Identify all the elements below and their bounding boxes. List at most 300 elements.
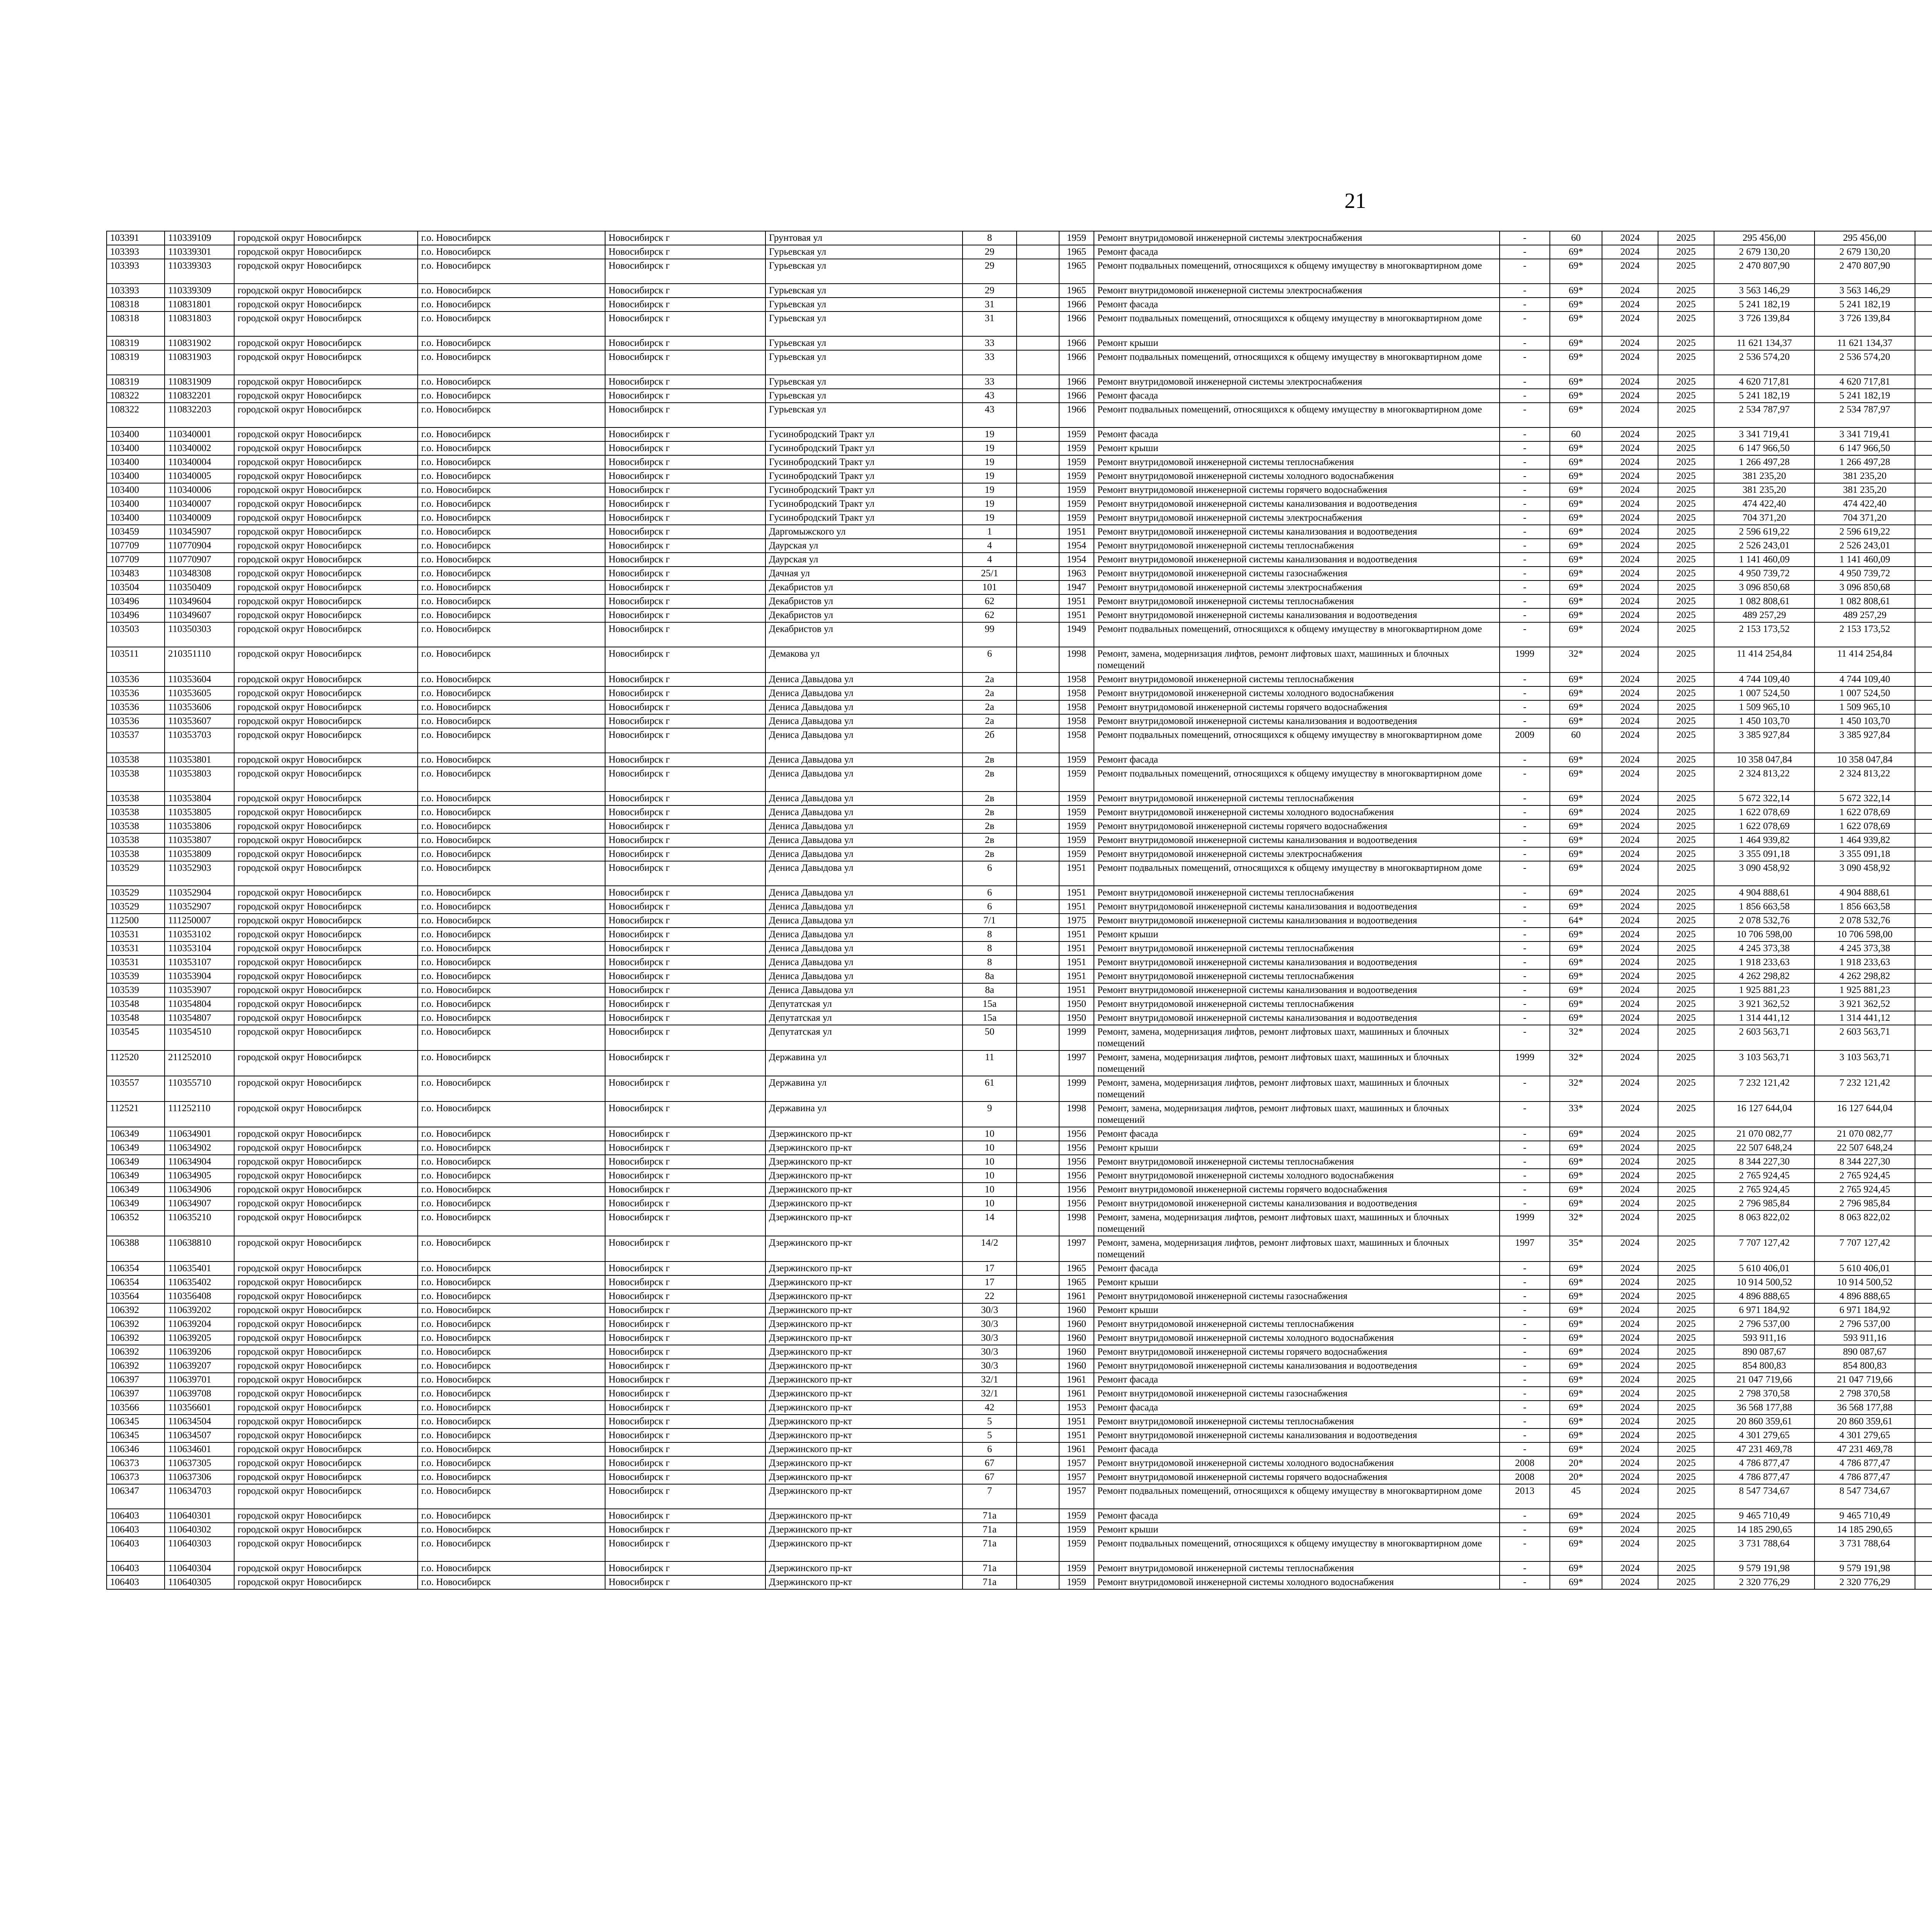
cell-federal-funds [1915,914,1932,928]
table-row [107,997,1932,1011]
cell-work-type: Ремонт крыши [1094,1141,1500,1155]
cell-plan-start: 2024 [1602,259,1658,284]
cell-wear-percent: 69* [1550,714,1602,728]
table-row [107,805,1932,819]
cell-municipality: городской округ Новосибирск [234,427,418,441]
cell-settlement: г.о. Новосибирск [418,1275,605,1289]
cell-house-id: 106392 [107,1345,165,1359]
cell-street: Гурьевская ул [765,403,963,427]
cell-house-id: 103400 [107,455,165,469]
cell-house-number: 4 [963,553,1017,567]
cell-total-cost: 854 800,83 [1714,1359,1815,1373]
cell-wear-percent: 69* [1550,403,1602,427]
cell-total-cost: 14 185 290,65 [1714,1523,1815,1537]
cell-federal-funds [1915,403,1932,427]
cell-city: Новосибирск г [605,608,765,622]
cell-city: Новосибирск г [605,997,765,1011]
cell-building [1017,608,1059,622]
cell-wear-percent: 69* [1550,298,1602,312]
cell-fund-cost: 4 896 888,65 [1815,1289,1915,1303]
cell-house-id: 103459 [107,525,165,539]
cell-city: Новосибирск г [605,1183,765,1197]
cell-building [1017,928,1059,941]
cell-wear-percent: 69* [1550,539,1602,553]
cell-fund-cost: 9 465 710,49 [1815,1509,1915,1523]
cell-house-number: 10 [963,1127,1017,1141]
cell-work-id: 110339309 [165,284,234,298]
cell-plan-end: 2025 [1658,753,1714,767]
cell-house-id: 108322 [107,389,165,403]
cell-fund-cost: 5 672 322,14 [1815,792,1915,805]
cell-wear-percent: 69* [1550,1317,1602,1331]
cell-street: Дениса Давыдова ул [765,955,963,969]
cell-last-repair-year: - [1500,259,1550,284]
cell-house-id: 106397 [107,1373,165,1387]
cell-house-id: 103529 [107,861,165,886]
cell-wear-percent: 69* [1550,700,1602,714]
cell-street: Гурьевская ул [765,336,963,350]
cell-building [1017,469,1059,483]
cell-city: Новосибирск г [605,298,765,312]
cell-plan-start: 2024 [1602,284,1658,298]
cell-work-id: 110356601 [165,1401,234,1415]
cell-work-type: Ремонт, замена, модернизация лифтов, ремонт лифтовых шахт, машинных и блочных помещений [1094,1025,1500,1050]
table-row [107,1102,1932,1127]
cell-municipality: городской округ Новосибирск [234,539,418,553]
cell-work-type: Ремонт фасада [1094,1373,1500,1387]
cell-work-id: 110770907 [165,553,234,567]
cell-federal-funds [1915,581,1932,594]
cell-street: Дзержинского пр-кт [765,1127,963,1141]
cell-federal-funds [1915,792,1932,805]
cell-settlement: г.о. Новосибирск [418,1011,605,1025]
cell-last-repair-year: - [1500,969,1550,983]
cell-plan-start: 2024 [1602,805,1658,819]
cell-municipality: городской округ Новосибирск [234,1050,418,1076]
cell-building [1017,525,1059,539]
cell-house-number: 33 [963,375,1017,389]
cell-work-type: Ремонт, замена, модернизация лифтов, ремонт лифтовых шахт, машинных и блочных помещений [1094,1076,1500,1102]
cell-total-cost: 3 731 788,64 [1714,1537,1815,1561]
cell-federal-funds [1915,567,1932,581]
cell-house-id: 103496 [107,594,165,608]
cell-fund-cost: 5 241 182,19 [1815,389,1915,403]
cell-city: Новосибирск г [605,1456,765,1470]
table-row [107,298,1932,312]
cell-plan-start: 2024 [1602,1275,1658,1289]
cell-build-year: 1956 [1059,1155,1094,1169]
cell-house-id: 106403 [107,1509,165,1523]
cell-municipality: городской округ Новосибирск [234,1442,418,1456]
cell-federal-funds [1915,1484,1932,1509]
cell-building [1017,792,1059,805]
cell-federal-funds [1915,900,1932,914]
cell-fund-cost: 1 925 881,23 [1815,983,1915,997]
cell-last-repair-year: - [1500,284,1550,298]
cell-street: Гурьевская ул [765,389,963,403]
cell-last-repair-year: - [1500,1415,1550,1428]
cell-federal-funds [1915,728,1932,753]
cell-wear-percent: 69* [1550,1523,1602,1537]
cell-street: Гурьевская ул [765,375,963,389]
cell-last-repair-year: - [1500,1289,1550,1303]
cell-fund-cost: 4 786 877,47 [1815,1470,1915,1484]
cell-work-type: Ремонт крыши [1094,1523,1500,1537]
cell-total-cost: 2 526 243,01 [1714,539,1815,553]
cell-city: Новосибирск г [605,497,765,511]
cell-wear-percent: 69* [1550,1415,1602,1428]
cell-city: Новосибирск г [605,350,765,375]
cell-work-id: 110353607 [165,714,234,728]
cell-work-id: 110635401 [165,1262,234,1275]
cell-fund-cost: 9 579 191,98 [1815,1561,1915,1575]
cell-plan-end: 2025 [1658,767,1714,792]
table-row [107,259,1932,284]
cell-work-id: 110340001 [165,427,234,441]
cell-street: Декабристов ул [765,608,963,622]
cell-house-id: 103538 [107,792,165,805]
cell-plan-end: 2025 [1658,1183,1714,1197]
table-row [107,455,1932,469]
cell-city: Новосибирск г [605,312,765,336]
cell-street: Дениса Давыдова ул [765,792,963,805]
cell-settlement: г.о. Новосибирск [418,1470,605,1484]
table-row [107,1303,1932,1317]
table-row [107,714,1932,728]
cell-house-id: 106373 [107,1470,165,1484]
table-row [107,581,1932,594]
cell-city: Новосибирск г [605,886,765,900]
cell-city: Новосибирск г [605,1442,765,1456]
cell-last-repair-year: - [1500,231,1550,245]
cell-house-id: 108318 [107,298,165,312]
cell-plan-start: 2024 [1602,1183,1658,1197]
cell-city: Новосибирск г [605,389,765,403]
cell-work-id: 110354804 [165,997,234,1011]
cell-house-id: 106349 [107,1155,165,1169]
cell-city: Новосибирск г [605,1387,765,1401]
cell-city: Новосибирск г [605,1523,765,1537]
cell-municipality: городской округ Новосибирск [234,728,418,753]
cell-work-id: 111252110 [165,1102,234,1127]
cell-street: Дениса Давыдова ул [765,900,963,914]
table-row [107,983,1932,997]
cell-municipality: городской округ Новосибирск [234,1509,418,1523]
cell-total-cost: 1 622 078,69 [1714,805,1815,819]
cell-total-cost: 4 896 888,65 [1714,1289,1815,1303]
cell-federal-funds [1915,312,1932,336]
cell-settlement: г.о. Новосибирск [418,941,605,955]
cell-fund-cost: 3 563 146,29 [1815,284,1915,298]
cell-plan-end: 2025 [1658,1289,1714,1303]
table-row [107,567,1932,581]
cell-fund-cost: 2 796 537,00 [1815,1317,1915,1331]
cell-total-cost: 4 620 717,81 [1714,375,1815,389]
table-row [107,525,1932,539]
cell-fund-cost: 2 153 173,52 [1815,622,1915,647]
cell-federal-funds [1915,1303,1932,1317]
cell-house-number: 2в [963,805,1017,819]
cell-wear-percent: 69* [1550,847,1602,861]
cell-last-repair-year: - [1500,511,1550,525]
cell-municipality: городской округ Новосибирск [234,1169,418,1183]
cell-house-id: 103393 [107,259,165,284]
cell-work-id: 110350409 [165,581,234,594]
cell-street: Дзержинского пр-кт [765,1575,963,1589]
cell-plan-end: 2025 [1658,1331,1714,1345]
cell-fund-cost: 3 726 139,84 [1815,312,1915,336]
table-row [107,886,1932,900]
cell-wear-percent: 69* [1550,1359,1602,1373]
cell-last-repair-year: 1999 [1500,647,1550,672]
cell-total-cost: 3 103 563,71 [1714,1050,1815,1076]
cell-total-cost: 9 465 710,49 [1714,1509,1815,1523]
cell-last-repair-year: - [1500,469,1550,483]
table-row [107,1025,1932,1050]
cell-plan-start: 2024 [1602,861,1658,886]
cell-municipality: городской округ Новосибирск [234,767,418,792]
cell-plan-end: 2025 [1658,1197,1714,1210]
cell-settlement: г.о. Новосибирск [418,1050,605,1076]
cell-fund-cost: 6 971 184,92 [1815,1303,1915,1317]
cell-municipality: городской округ Новосибирск [234,455,418,469]
cell-federal-funds [1915,608,1932,622]
cell-total-cost: 2 596 619,22 [1714,525,1815,539]
cell-street: Дениса Давыдова ул [765,983,963,997]
cell-building [1017,1470,1059,1484]
cell-settlement: г.о. Новосибирск [418,1141,605,1155]
cell-house-number: 6 [963,886,1017,900]
cell-building [1017,753,1059,767]
cell-work-id: 111250007 [165,914,234,928]
cell-municipality: городской округ Новосибирск [234,441,418,455]
cell-total-cost: 1 314 441,12 [1714,1011,1815,1025]
cell-federal-funds [1915,231,1932,245]
table-row [107,1197,1932,1210]
cell-federal-funds [1915,1317,1932,1331]
cell-municipality: городской округ Новосибирск [234,847,418,861]
cell-work-id: 110353604 [165,672,234,686]
cell-house-id: 106403 [107,1561,165,1575]
cell-city: Новосибирск г [605,1373,765,1387]
cell-municipality: городской округ Новосибирск [234,1197,418,1210]
cell-last-repair-year: 2013 [1500,1484,1550,1509]
cell-building [1017,1415,1059,1428]
cell-municipality: городской округ Новосибирск [234,886,418,900]
cell-city: Новосибирск г [605,1428,765,1442]
table-row [107,1127,1932,1141]
cell-house-id: 103504 [107,581,165,594]
cell-house-id: 103538 [107,805,165,819]
cell-house-number: 71а [963,1523,1017,1537]
cell-street: Дзержинского пр-кт [765,1317,963,1331]
cell-municipality: городской округ Новосибирск [234,700,418,714]
cell-plan-start: 2024 [1602,1456,1658,1470]
cell-house-number: 30/3 [963,1303,1017,1317]
table-row [107,1050,1932,1076]
cell-plan-start: 2024 [1602,539,1658,553]
cell-fund-cost: 2 470 807,90 [1815,259,1915,284]
cell-work-type: Ремонт внутридомовой инженерной системы теплоснабжения [1094,792,1500,805]
cell-work-type: Ремонт внутридомовой инженерной системы канализования и водоотведения [1094,553,1500,567]
cell-federal-funds [1915,1523,1932,1537]
cell-plan-end: 2025 [1658,941,1714,955]
cell-municipality: городской округ Новосибирск [234,1345,418,1359]
cell-street: Дениса Давыдова ул [765,672,963,686]
cell-street: Гусинобродский Тракт ул [765,483,963,497]
cell-plan-start: 2024 [1602,497,1658,511]
cell-house-number: 61 [963,1076,1017,1102]
table-row [107,955,1932,969]
cell-build-year: 1961 [1059,1442,1094,1456]
cell-settlement: г.о. Новосибирск [418,1331,605,1345]
cell-city: Новосибирск г [605,553,765,567]
cell-house-number: 1 [963,525,1017,539]
cell-house-number: 11 [963,1050,1017,1076]
cell-plan-start: 2024 [1602,1169,1658,1183]
cell-fund-cost: 11 621 134,37 [1815,336,1915,350]
cell-city: Новосибирск г [605,231,765,245]
cell-build-year: 1951 [1059,941,1094,955]
cell-municipality: городской округ Новосибирск [234,622,418,647]
cell-street: Дзержинского пр-кт [765,1387,963,1401]
cell-building [1017,700,1059,714]
cell-settlement: г.о. Новосибирск [418,686,605,700]
cell-city: Новосибирск г [605,1102,765,1127]
cell-build-year: 1966 [1059,403,1094,427]
cell-build-year: 1950 [1059,1011,1094,1025]
cell-total-cost: 1 918 233,63 [1714,955,1815,969]
cell-settlement: г.о. Новосибирск [418,1289,605,1303]
cell-house-number: 8 [963,231,1017,245]
cell-total-cost: 3 563 146,29 [1714,284,1815,298]
cell-fund-cost: 11 414 254,84 [1815,647,1915,672]
table-body [107,231,1932,1589]
cell-last-repair-year: - [1500,1262,1550,1275]
cell-municipality: городской округ Новосибирск [234,350,418,375]
cell-plan-end: 2025 [1658,298,1714,312]
cell-municipality: городской округ Новосибирск [234,714,418,728]
cell-build-year: 1966 [1059,389,1094,403]
table-row [107,1509,1932,1523]
cell-plan-start: 2024 [1602,1076,1658,1102]
cell-work-type: Ремонт фасада [1094,427,1500,441]
cell-plan-end: 2025 [1658,728,1714,753]
cell-settlement: г.о. Новосибирск [418,1317,605,1331]
cell-plan-end: 2025 [1658,792,1714,805]
cell-fund-cost: 2 526 243,01 [1815,539,1915,553]
cell-fund-cost: 2 796 985,84 [1815,1197,1915,1210]
cell-municipality: городской округ Новосибирск [234,1102,418,1127]
cell-house-id: 103496 [107,608,165,622]
cell-city: Новосибирск г [605,567,765,581]
cell-plan-end: 2025 [1658,833,1714,847]
cell-street: Державина ул [765,1050,963,1076]
cell-street: Дзержинского пр-кт [765,1155,963,1169]
cell-plan-start: 2024 [1602,1127,1658,1141]
cell-street: Дениса Давыдова ул [765,700,963,714]
cell-municipality: городской округ Новосибирск [234,1011,418,1025]
cell-settlement: г.о. Новосибирск [418,1442,605,1456]
cell-wear-percent: 69* [1550,1197,1602,1210]
cell-total-cost: 4 301 279,65 [1714,1428,1815,1442]
cell-work-id: 110352903 [165,861,234,886]
cell-plan-start: 2024 [1602,455,1658,469]
cell-city: Новосибирск г [605,969,765,983]
cell-wear-percent: 60 [1550,427,1602,441]
cell-plan-end: 2025 [1658,1127,1714,1141]
cell-total-cost: 4 786 877,47 [1714,1470,1815,1484]
cell-federal-funds [1915,1076,1932,1102]
cell-build-year: 1963 [1059,567,1094,581]
cell-work-type: Ремонт внутридомовой инженерной системы канализования и водоотведения [1094,833,1500,847]
cell-work-id: 110356408 [165,1289,234,1303]
cell-municipality: городской округ Новосибирск [234,1537,418,1561]
cell-federal-funds [1915,1456,1932,1470]
cell-house-number: 6 [963,1442,1017,1456]
cell-house-id: 103545 [107,1025,165,1050]
table-row [107,511,1932,525]
cell-settlement: г.о. Новосибирск [418,594,605,608]
cell-federal-funds [1915,497,1932,511]
cell-house-id: 107709 [107,553,165,567]
cell-plan-end: 2025 [1658,525,1714,539]
cell-plan-end: 2025 [1658,1169,1714,1183]
cell-total-cost: 2 536 574,20 [1714,350,1815,375]
cell-wear-percent: 69* [1550,441,1602,455]
cell-house-number: 8 [963,941,1017,955]
cell-street: Дениса Давыдова ул [765,969,963,983]
cell-total-cost: 6 147 966,50 [1714,441,1815,455]
cell-building [1017,819,1059,833]
cell-last-repair-year: - [1500,847,1550,861]
cell-house-id: 103536 [107,714,165,728]
cell-city: Новосибирск г [605,1275,765,1289]
cell-plan-end: 2025 [1658,819,1714,833]
cell-house-id: 106392 [107,1331,165,1345]
cell-wear-percent: 69* [1550,525,1602,539]
cell-building [1017,1373,1059,1387]
cell-house-number: 10 [963,1183,1017,1197]
cell-work-type: Ремонт внутридомовой инженерной системы холодного водоснабжения [1094,1456,1500,1470]
cell-plan-start: 2024 [1602,714,1658,728]
cell-federal-funds [1915,1561,1932,1575]
cell-settlement: г.о. Новосибирск [418,497,605,511]
cell-total-cost: 3 090 458,92 [1714,861,1815,886]
cell-building [1017,441,1059,455]
cell-work-id: 211252010 [165,1050,234,1076]
cell-wear-percent: 69* [1550,389,1602,403]
cell-municipality: городской округ Новосибирск [234,861,418,886]
cell-plan-start: 2024 [1602,375,1658,389]
cell-work-type: Ремонт подвальных помещений, относящихся к общему имуществу в многоквартирном доме [1094,861,1500,886]
cell-build-year: 1959 [1059,441,1094,455]
cell-work-id: 110832203 [165,403,234,427]
table-row [107,914,1932,928]
cell-work-id: 110634905 [165,1169,234,1183]
table-row [107,647,1932,672]
cell-municipality: городской округ Новосибирск [234,983,418,997]
cell-total-cost: 5 241 182,19 [1714,298,1815,312]
cell-city: Новосибирск г [605,805,765,819]
cell-work-id: 110353809 [165,847,234,861]
cell-build-year: 1999 [1059,1025,1094,1050]
cell-building [1017,483,1059,497]
cell-building [1017,983,1059,997]
cell-work-id: 110831801 [165,298,234,312]
cell-house-id: 103400 [107,469,165,483]
cell-fund-cost: 3 921 362,52 [1815,997,1915,1011]
